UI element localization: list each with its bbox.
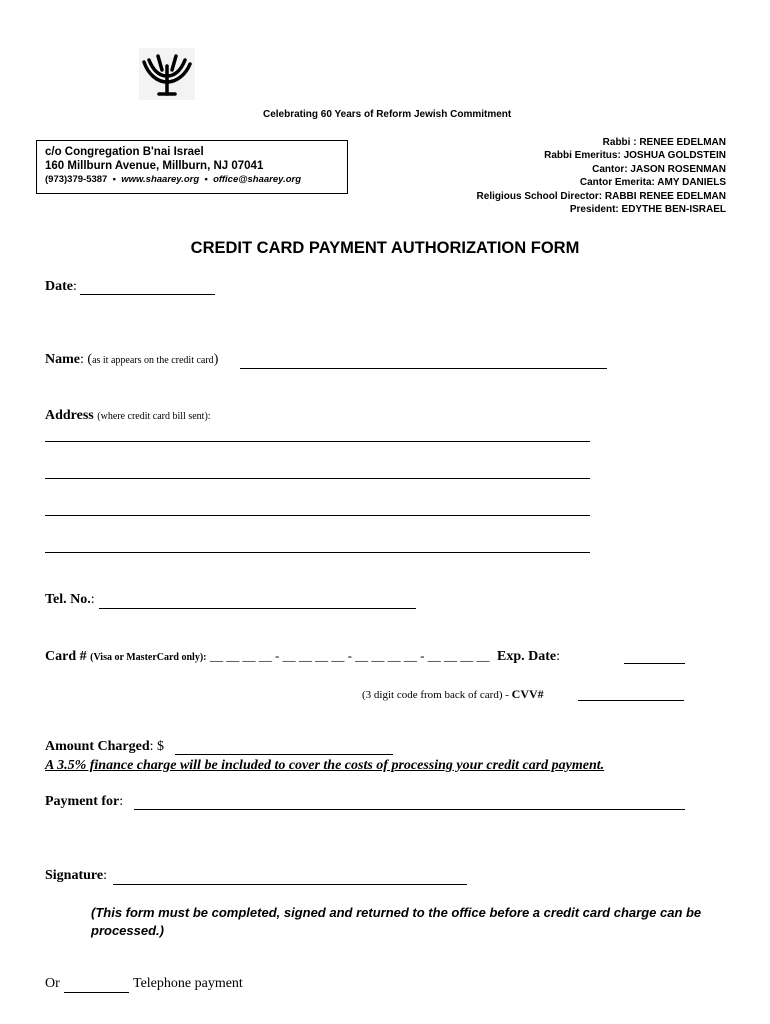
- address-label: Address: [45, 408, 94, 423]
- name-field-label: Name: (as it appears on the credit card): [45, 352, 219, 367]
- amount-label: Amount Charged: [45, 739, 150, 754]
- address-box: [36, 140, 348, 194]
- amount-prefix: $: [157, 739, 165, 754]
- card-number-mask[interactable]: __ __ __ __ - __ __ __ __ - __ __ __ __ - __ __ __ __: [210, 648, 490, 663]
- cvv-input-line[interactable]: [578, 700, 684, 701]
- form-title: CREDIT CARD PAYMENT AUTHORIZATION FORM: [190, 239, 580, 257]
- contact-line: (973)379-5387 • www.shaarey.org • office@shaarey.org: [45, 174, 302, 185]
- or-label: Or: [45, 976, 60, 991]
- tagline: Celebrating 60 Years of Reform Jewish Commitment: [263, 109, 512, 120]
- signature-field-label: Signature:: [45, 868, 107, 883]
- name-label: Name: [45, 352, 80, 367]
- signature-input-line[interactable]: [113, 884, 467, 885]
- amount-field-label: Amount Charged: $: [45, 739, 165, 754]
- address-note: (where credit card bill sent):: [97, 411, 211, 422]
- address-field-label: [45, 408, 211, 424]
- address-input-line-4[interactable]: [45, 552, 590, 553]
- staff-cantor: Cantor: JASON ROSENMAN: [592, 163, 726, 175]
- address-input-line-1[interactable]: [45, 441, 590, 442]
- exp-date-input-line[interactable]: [624, 663, 685, 664]
- signature-label: Signature: [45, 868, 104, 883]
- cvv-field-label: [362, 687, 544, 702]
- amount-input-line[interactable]: [175, 754, 393, 755]
- cvv-label: CVV#: [511, 687, 544, 701]
- contact-phone: (973)379-5387: [45, 174, 108, 185]
- cvv-note: (3 digit code from back of card) -: [362, 689, 509, 701]
- congregation-logo: [139, 48, 195, 100]
- name-note: as it appears on the credit card: [92, 355, 214, 366]
- address-input-line-3[interactable]: [45, 515, 590, 516]
- menorah-icon: [139, 48, 195, 100]
- contact-web: www.shaarey.org: [121, 174, 200, 185]
- tel-input-line[interactable]: [99, 608, 416, 609]
- payment-for-field-label: Payment for:: [45, 794, 124, 809]
- payment-for-label: Payment for: [45, 794, 120, 809]
- card-field-label: Card # (Visa or MasterCard only): __ __ __ __ - __ __ __ __ - __ __ __ __ - __ __ __ __ Exp. Date:: [45, 648, 561, 664]
- address-input-line-2[interactable]: [45, 478, 590, 479]
- date-input-line[interactable]: [80, 294, 215, 295]
- address-line-1: c/o Congregation B'nai Israel: [45, 146, 204, 158]
- address-line-2: 160 Millburn Avenue, Millburn, NJ 07041: [45, 160, 264, 172]
- payment-for-input-line[interactable]: [134, 809, 685, 810]
- staff-list: [477, 136, 726, 216]
- staff-president: President: EDYTHE BEN-ISRAEL: [569, 204, 726, 216]
- name-input-line[interactable]: [240, 368, 607, 369]
- card-label: Card #: [45, 649, 87, 664]
- tel-label: Tel. No.: [45, 592, 91, 607]
- tel-field-label: Tel. No.:: [45, 592, 95, 607]
- exp-label: Exp. Date: [497, 649, 557, 664]
- finance-charge-note: A 3.5% finance charge will be included to cover the costs of processing your credit card payment.: [45, 758, 605, 773]
- card-note: (Visa or MasterCard only):: [90, 652, 207, 663]
- telephone-payment-input-line[interactable]: [64, 992, 129, 993]
- telephone-payment-label: Telephone payment: [133, 976, 243, 991]
- staff-rabbi: Rabbi : RENEE EDELMAN: [602, 137, 726, 148]
- staff-school-director: Religious School Director: RABBI RENEE EDELMAN: [476, 190, 726, 202]
- date-field-label: Date:: [45, 279, 77, 294]
- date-label: Date: [45, 279, 73, 294]
- staff-cantor-emerita: Cantor Emerita: AMY DANIELS: [579, 177, 726, 189]
- completion-notice: (This form must be completed, signed and returned to the office before a credit card charge can be processed.): [91, 905, 702, 938]
- contact-email: office@shaarey.org: [213, 174, 302, 185]
- staff-rabbi-emeritus: Rabbi Emeritus: JOSHUA GOLDSTEIN: [544, 150, 726, 162]
